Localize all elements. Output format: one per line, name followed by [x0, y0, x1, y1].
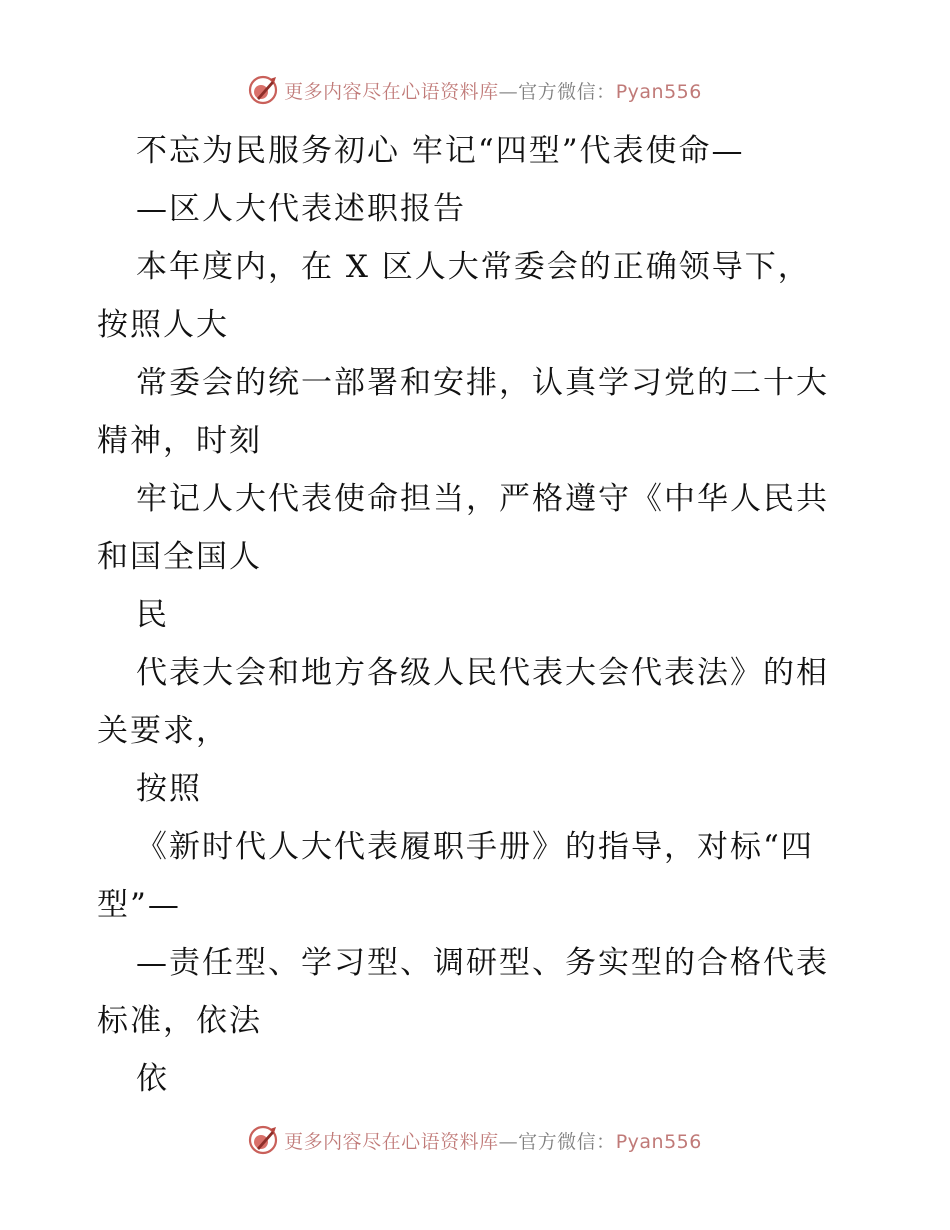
watermark-wechat-label: 官方微信： — [518, 1130, 616, 1153]
body-line: 精神，时刻 — [97, 423, 262, 459]
body-line: 按照人大 — [97, 307, 229, 343]
body-line: 本年度内，在 X 区人大常委会的正确领导下， — [136, 249, 811, 285]
footer-watermark-text — [284, 1127, 702, 1154]
header-watermark-text — [284, 77, 702, 104]
body-line: 标准，依法 — [97, 1003, 262, 1039]
watermark-wechat-label: 官方微信： — [518, 80, 616, 103]
watermark-wechat-id: Pyan556 — [615, 80, 702, 103]
watermark-dash: — — [498, 80, 519, 103]
body-line: 代表大会和地方各级人民代表大会代表法》的相 — [136, 655, 829, 691]
watermark-dash: — — [498, 1130, 519, 1153]
watermark-site: 更多内容尽在心语资料库 — [284, 80, 499, 103]
body-line: 牢记人大代表使命担当，严格遵守《中华人民共 — [136, 481, 829, 517]
document-body — [97, 122, 857, 1108]
body-line: 型”— — [97, 887, 181, 923]
body-line: 依 — [136, 1061, 169, 1097]
header-watermark — [0, 70, 950, 110]
title-line-1: 不忘为民服务初心 牢记“四型”代表使命— — [136, 133, 745, 169]
footer-watermark — [0, 1120, 950, 1160]
quill-pen-logo-icon — [248, 1125, 278, 1155]
body-line: 按照 — [136, 771, 202, 807]
body-line: 常委会的统一部署和安排，认真学习党的二十大 — [136, 365, 829, 401]
quill-pen-logo-icon — [248, 75, 278, 105]
body-line: 关要求， — [97, 713, 229, 749]
body-line: 《新时代人大代表履职手册》的指导，对标“四 — [136, 829, 814, 865]
watermark-site: 更多内容尽在心语资料库 — [284, 1130, 499, 1153]
title-line-2: —区人大代表述职报告 — [136, 191, 466, 227]
body-line: —责任型、学习型、调研型、务实型的合格代表 — [136, 945, 829, 981]
watermark-wechat-id: Pyan556 — [615, 1130, 702, 1153]
body-line: 和国全国人 — [97, 539, 262, 575]
body-line: 民 — [136, 597, 169, 633]
